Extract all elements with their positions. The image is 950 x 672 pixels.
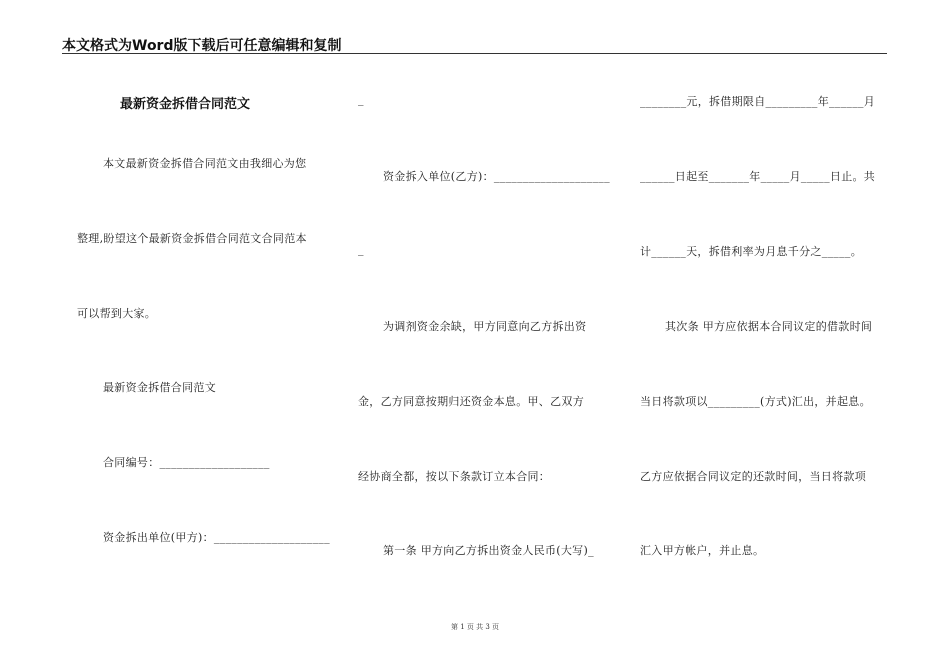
paragraph-line: ______日起至_______年_____月_____日止。共 [640, 170, 876, 183]
paragraph-line: 可以帮到大家。 [77, 307, 157, 320]
page-header [62, 33, 887, 54]
paragraph-line: 整理,盼望这个最新资金拆借合同范文合同范本 [77, 232, 307, 245]
paragraph-line: 金，乙方同意按期归还资金本息。甲、乙双方 [358, 395, 584, 408]
lender-line: 资金拆出单位(甲方)：____________________ [103, 531, 330, 544]
article-one-line: 第一条 甲方向乙方拆出资金人民币(大写)_ [383, 544, 594, 557]
paragraph-line: 最新资金拆借合同范文 [103, 381, 216, 394]
page-number: 第 1 页 共 3 页 [450, 623, 500, 631]
contract-number-line: 合同编号：___________________ [103, 456, 270, 469]
paragraph-line: 本文最新资金拆借合同范文由我细心为您 [103, 157, 307, 170]
paragraph-line: 当日将款项以_________(方式)汇出，并起息。 [640, 395, 871, 408]
borrower-line: 资金拆入单位(乙方)：____________________ [383, 170, 610, 183]
paragraph-line: 乙方应依据合同议定的还款时间，当日将款项 [640, 470, 866, 483]
paragraph-line: 计______天，拆借利率为月息千分之_____。 [640, 245, 862, 258]
paragraph-line: _ [358, 93, 364, 106]
paragraph-line: 经协商全都，按以下条款订立本合同： [358, 470, 551, 483]
paragraph-line: 汇入甲方帐户，并止息。 [640, 544, 765, 557]
paragraph-line: 为调剂资金余缺，甲方同意向乙方拆出资 [383, 320, 587, 333]
article-two-line: 其次条 甲方应依据本合同议定的借款时间 [665, 320, 873, 333]
paragraph-line: _ [358, 243, 364, 256]
paragraph-line: ________元，拆借期限自_________年______月 [640, 95, 876, 108]
header-text: 本文格式为Word版下载后可任意编辑和复制 [62, 38, 342, 54]
document-title: 最新资金拆借合同范文 [120, 97, 251, 112]
